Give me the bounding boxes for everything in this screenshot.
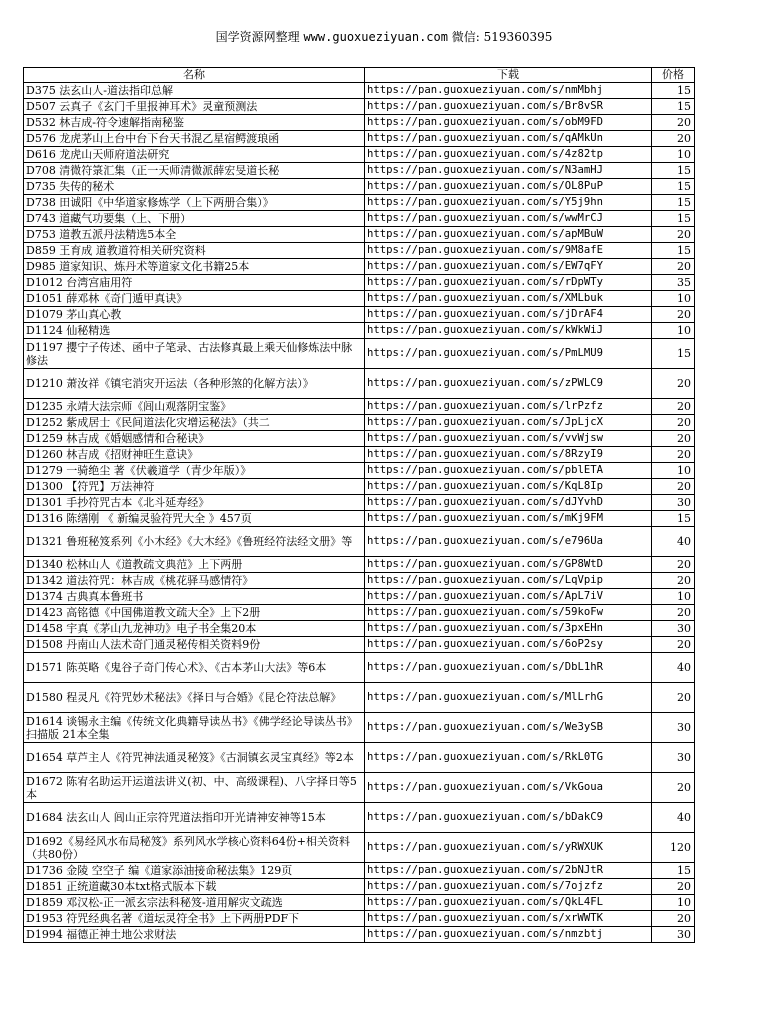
price-cell: 10: [652, 589, 695, 605]
table-row: [24, 259, 695, 275]
table-row: [24, 323, 695, 339]
download-link[interactable]: https://pan.guoxueziyuan.com/s/EW7qFY: [365, 259, 652, 275]
price-cell: 15: [652, 511, 695, 527]
price-cell: 20: [652, 307, 695, 323]
download-link[interactable]: https://pan.guoxueziyuan.com/s/e796Ua: [365, 527, 652, 557]
download-link[interactable]: https://pan.guoxueziyuan.com/s/xrWWTK: [365, 911, 652, 927]
table-row: [24, 605, 695, 621]
table-row: [24, 415, 695, 431]
price-cell: 30: [652, 743, 695, 773]
price-cell: 20: [652, 115, 695, 131]
header-prefix: 国学资源网整理: [215, 30, 300, 44]
item-name-cell: D1197 攖宁子传述、函中子笔录、古法修真最上乘天仙修炼法中脉修法: [24, 339, 365, 369]
price-cell: 15: [652, 99, 695, 115]
download-link[interactable]: https://pan.guoxueziyuan.com/s/QkL4FL: [365, 895, 652, 911]
table-row: [24, 83, 695, 99]
price-cell: 20: [652, 573, 695, 589]
price-cell: 20: [652, 911, 695, 927]
price-cell: 30: [652, 927, 695, 943]
item-name-cell: D616 龙虎山天师府道法研究: [24, 147, 365, 163]
table-row: [24, 743, 695, 773]
header-wechat: 微信: 519360395: [451, 30, 553, 44]
item-name-cell: D1210 萧汝祥《镇宅消灾开运法（各种形煞的化解方法）》: [24, 369, 365, 399]
column-header-price: 价格: [652, 68, 695, 83]
download-link[interactable]: https://pan.guoxueziyuan.com/s/8RzyI9: [365, 447, 652, 463]
price-cell: 10: [652, 895, 695, 911]
price-cell: 10: [652, 291, 695, 307]
table-row: [24, 495, 695, 511]
price-cell: 15: [652, 163, 695, 179]
item-name-cell: D1423 高铭德《中国佛道教文疏大全》上下2册: [24, 605, 365, 621]
item-name-cell: D1654 草芦主人《符咒神法通灵秘笈》《古洞镇玄灵宝真经》等2本: [24, 743, 365, 773]
table-row: [24, 115, 695, 131]
table-row: [24, 557, 695, 573]
download-link[interactable]: https://pan.guoxueziyuan.com/s/3pxEHn: [365, 621, 652, 637]
item-name-cell: D1124 仙秘精选: [24, 323, 365, 339]
table-row: [24, 833, 695, 863]
item-name-cell: D1672 陈宥名助运开运道法讲义(初、中、高级课程)、八字择日等5本: [24, 773, 365, 803]
download-link[interactable]: https://pan.guoxueziyuan.com/s/jDrAF4: [365, 307, 652, 323]
item-name-cell: D1079 茅山真心教: [24, 307, 365, 323]
download-link[interactable]: https://pan.guoxueziyuan.com/s/RkL0TG: [365, 743, 652, 773]
item-name-cell: D1279 一骑绝尘 著《伏羲道学（青少年版）》: [24, 463, 365, 479]
download-link[interactable]: https://pan.guoxueziyuan.com/s/Y5j9hn: [365, 195, 652, 211]
price-cell: 40: [652, 803, 695, 833]
price-cell: 10: [652, 463, 695, 479]
table-row: [24, 621, 695, 637]
price-cell: 10: [652, 147, 695, 163]
download-link[interactable]: https://pan.guoxueziyuan.com/s/2bNJtR: [365, 863, 652, 879]
table-row: [24, 479, 695, 495]
table-row: [24, 511, 695, 527]
table-header-row: [24, 68, 695, 83]
item-name-cell: D1260 林吉成《招财神旺生意诀》: [24, 447, 365, 463]
download-link[interactable]: https://pan.guoxueziyuan.com/s/LqVpip: [365, 573, 652, 589]
item-name-cell: D1851 正统道藏30本txt格式版本下载: [24, 879, 365, 895]
item-name-cell: D1994 福德正神土地公求财法: [24, 927, 365, 943]
download-link[interactable]: https://pan.guoxueziyuan.com/s/59koFw: [365, 605, 652, 621]
download-link[interactable]: https://pan.guoxueziyuan.com/s/pblETA: [365, 463, 652, 479]
download-link[interactable]: https://pan.guoxueziyuan.com/s/GP8WtD: [365, 557, 652, 573]
item-name-cell: D1051 薛邓林《奇门遁甲真诀》: [24, 291, 365, 307]
table-row: [24, 895, 695, 911]
price-cell: 20: [652, 637, 695, 653]
table-row: [24, 773, 695, 803]
download-link[interactable]: https://pan.guoxueziyuan.com/s/zPWLC9: [365, 369, 652, 399]
item-name-cell: D1614 谈锡永主编《传统文化典籍导读丛书》《佛学经论导读丛书》扫描版 21本全集: [24, 713, 365, 743]
table-row: [24, 307, 695, 323]
download-link[interactable]: https://pan.guoxueziyuan.com/s/bDakC9: [365, 803, 652, 833]
download-link[interactable]: https://pan.guoxueziyuan.com/s/wwMrCJ: [365, 211, 652, 227]
item-name-cell: D738 田诚阳《中华道家修炼学（上下两册合集）》: [24, 195, 365, 211]
item-name-cell: D985 道家知识、炼丹术等道家文化书籍25本: [24, 259, 365, 275]
download-link[interactable]: https://pan.guoxueziyuan.com/s/JpLjcX: [365, 415, 652, 431]
price-cell: 20: [652, 879, 695, 895]
download-link[interactable]: https://pan.guoxueziyuan.com/s/N3amHJ: [365, 163, 652, 179]
item-name-cell: D1259 林吉成《婚姻感情和合秘诀》: [24, 431, 365, 447]
table-row: [24, 653, 695, 683]
price-cell: 15: [652, 195, 695, 211]
table-row: [24, 879, 695, 895]
price-cell: 30: [652, 713, 695, 743]
price-cell: 20: [652, 227, 695, 243]
price-cell: 15: [652, 211, 695, 227]
item-name-cell: D576 龙虎茅山上台中台下台天书混乙星宿鳄渡琅函: [24, 131, 365, 147]
table-row: [24, 927, 695, 943]
table-row: [24, 713, 695, 743]
item-name-cell: D507 云真子《玄门千里报神耳术》灵童预测法: [24, 99, 365, 115]
download-link[interactable]: https://pan.guoxueziyuan.com/s/obM9FD: [365, 115, 652, 131]
download-link[interactable]: https://pan.guoxueziyuan.com/s/6oP2sy: [365, 637, 652, 653]
price-cell: 15: [652, 243, 695, 259]
page-header: [0, 30, 768, 44]
table-row: [24, 863, 695, 879]
table-row: [24, 369, 695, 399]
table-row: [24, 911, 695, 927]
download-link[interactable]: https://pan.guoxueziyuan.com/s/lrPzfz: [365, 399, 652, 415]
table-row: [24, 179, 695, 195]
item-name-cell: D1953 符咒经典名著《道坛灵符全书》上下两册PDF下: [24, 911, 365, 927]
table-body: [24, 83, 695, 943]
price-cell: 20: [652, 415, 695, 431]
item-name-cell: D735 失传的秘术: [24, 179, 365, 195]
item-name-cell: D1012 台湾宫庙用符: [24, 275, 365, 291]
item-name-cell: D1736 金陵 空空子 编《道家添油接命秘法集》129页: [24, 863, 365, 879]
download-link[interactable]: https://pan.guoxueziyuan.com/s/PmLMU9: [365, 339, 652, 369]
price-cell: 20: [652, 369, 695, 399]
download-link[interactable]: https://pan.guoxueziyuan.com/s/9M8afE: [365, 243, 652, 259]
download-link[interactable]: https://pan.guoxueziyuan.com/s/We3ySB: [365, 713, 652, 743]
price-cell: 35: [652, 275, 695, 291]
price-cell: 20: [652, 399, 695, 415]
price-cell: 40: [652, 527, 695, 557]
price-cell: 20: [652, 683, 695, 713]
table-row: [24, 463, 695, 479]
item-name-cell: D1300 【符咒】万法神符: [24, 479, 365, 495]
item-name-cell: D1316 陈缮刚 《 新编灵验符咒大全 》457页: [24, 511, 365, 527]
download-link[interactable]: https://pan.guoxueziyuan.com/s/vvWjsw: [365, 431, 652, 447]
price-cell: 15: [652, 339, 695, 369]
item-name-cell: D1301 手抄符咒古本《北斗延寿经》: [24, 495, 365, 511]
item-name-cell: D1374 古典真本鲁班书: [24, 589, 365, 605]
table-row: [24, 447, 695, 463]
price-cell: 20: [652, 447, 695, 463]
download-link[interactable]: https://pan.guoxueziyuan.com/s/7ojzfz: [365, 879, 652, 895]
table-row: [24, 99, 695, 115]
item-name-cell: D859 王育成 道教道符相关研究资料: [24, 243, 365, 259]
item-name-cell: D1235 永靖大法宗师《闾山观落阴宝鉴》: [24, 399, 365, 415]
download-link[interactable]: https://pan.guoxueziyuan.com/s/yRWXUK: [365, 833, 652, 863]
price-cell: 20: [652, 605, 695, 621]
table-row: [24, 291, 695, 307]
table-row: [24, 683, 695, 713]
item-name-cell: D1342 道法符咒：林吉成《桃花驿马感情符》: [24, 573, 365, 589]
download-link[interactable]: https://pan.guoxueziyuan.com/s/dJYvhD: [365, 495, 652, 511]
price-cell: 15: [652, 179, 695, 195]
download-link[interactable]: https://pan.guoxueziyuan.com/s/rDpWTy: [365, 275, 652, 291]
header-site[interactable]: www.guoxueziyuan.com: [303, 30, 448, 44]
resource-table: [23, 67, 695, 943]
table-row: [24, 147, 695, 163]
table-row: [24, 803, 695, 833]
download-link[interactable]: https://pan.guoxueziyuan.com/s/apMBuW: [365, 227, 652, 243]
download-link[interactable]: https://pan.guoxueziyuan.com/s/Br8vSR: [365, 99, 652, 115]
item-name-cell: D1859 邓汉松-正一派玄宗法科秘笈-道用解灾文疏选: [24, 895, 365, 911]
download-link[interactable]: https://pan.guoxueziyuan.com/s/OL8PuP: [365, 179, 652, 195]
price-cell: 20: [652, 773, 695, 803]
price-cell: 30: [652, 621, 695, 637]
download-link[interactable]: https://pan.guoxueziyuan.com/s/MlLrhG: [365, 683, 652, 713]
item-name-cell: D1340 松林山人《道教疏文典范》上下两册: [24, 557, 365, 573]
download-link[interactable]: https://pan.guoxueziyuan.com/s/DbL1hR: [365, 653, 652, 683]
item-name-cell: D1580 程灵凡《符咒妙术秘法》《择日与合婚》《昆仑符法总解》: [24, 683, 365, 713]
price-cell: 120: [652, 833, 695, 863]
item-name-cell: D753 道教五派丹法精选5本全: [24, 227, 365, 243]
download-link[interactable]: https://pan.guoxueziyuan.com/s/nmzbtj: [365, 927, 652, 943]
table-row: [24, 573, 695, 589]
download-link[interactable]: https://pan.guoxueziyuan.com/s/KqL8Ip: [365, 479, 652, 495]
download-link[interactable]: https://pan.guoxueziyuan.com/s/nmMbhj: [365, 83, 652, 99]
table-row: [24, 637, 695, 653]
table-row: [24, 243, 695, 259]
price-cell: 10: [652, 323, 695, 339]
download-link[interactable]: https://pan.guoxueziyuan.com/s/kWkWiJ: [365, 323, 652, 339]
item-name-cell: D1684 法玄山人 闾山正宗符咒道法指印开光请神安神等15本: [24, 803, 365, 833]
download-link[interactable]: https://pan.guoxueziyuan.com/s/ApL7iV: [365, 589, 652, 605]
table-row: [24, 227, 695, 243]
price-cell: 20: [652, 479, 695, 495]
download-link[interactable]: https://pan.guoxueziyuan.com/s/XMLbuk: [365, 291, 652, 307]
item-name-cell: D1321 鲁班秘笈系列《小木经》《大木经》《鲁班经符法经文册》等: [24, 527, 365, 557]
price-cell: 20: [652, 431, 695, 447]
item-name-cell: D375 法玄山人-道法指印总解: [24, 83, 365, 99]
column-header-name: 名称: [24, 68, 365, 83]
table-row: [24, 589, 695, 605]
item-name-cell: D708 清微符箓汇集（正一天师清微派薛宏旻道长秘: [24, 163, 365, 179]
item-name-cell: D1458 宇真《茅山九龙神功》电子书全集20本: [24, 621, 365, 637]
table-row: [24, 431, 695, 447]
table-row: [24, 527, 695, 557]
item-name-cell: D1692《易经风水布局秘笈》系列风水学核心资料64份+相关资料（共80份）: [24, 833, 365, 863]
item-name-cell: D1571 陈英略《鬼谷子奇门传心术》、《古本茅山大法》等6本: [24, 653, 365, 683]
table-row: [24, 211, 695, 227]
table-row: [24, 339, 695, 369]
item-name-cell: D743 道藏气功要集（上、下册）: [24, 211, 365, 227]
column-header-download: 下载: [365, 68, 652, 83]
download-link[interactable]: https://pan.guoxueziyuan.com/s/4z82tp: [365, 147, 652, 163]
price-cell: 20: [652, 131, 695, 147]
item-name-cell: D1508 丹南山人法术奇门通灵秘传相关资料9份: [24, 637, 365, 653]
item-name-cell: D1252 紫成居士《民间道法化灾增运秘法》（共二: [24, 415, 365, 431]
download-link[interactable]: https://pan.guoxueziyuan.com/s/VkGoua: [365, 773, 652, 803]
price-cell: 20: [652, 259, 695, 275]
item-name-cell: D532 林吉成-符令速解指南秘鉴: [24, 115, 365, 131]
price-cell: 15: [652, 863, 695, 879]
table-row: [24, 163, 695, 179]
price-cell: 40: [652, 653, 695, 683]
price-cell: 20: [652, 557, 695, 573]
table-row: [24, 275, 695, 291]
table-row: [24, 195, 695, 211]
table-row: [24, 399, 695, 415]
price-cell: 30: [652, 495, 695, 511]
price-cell: 15: [652, 83, 695, 99]
table-row: [24, 131, 695, 147]
download-link[interactable]: https://pan.guoxueziyuan.com/s/qAMkUn: [365, 131, 652, 147]
download-link[interactable]: https://pan.guoxueziyuan.com/s/mKj9FM: [365, 511, 652, 527]
